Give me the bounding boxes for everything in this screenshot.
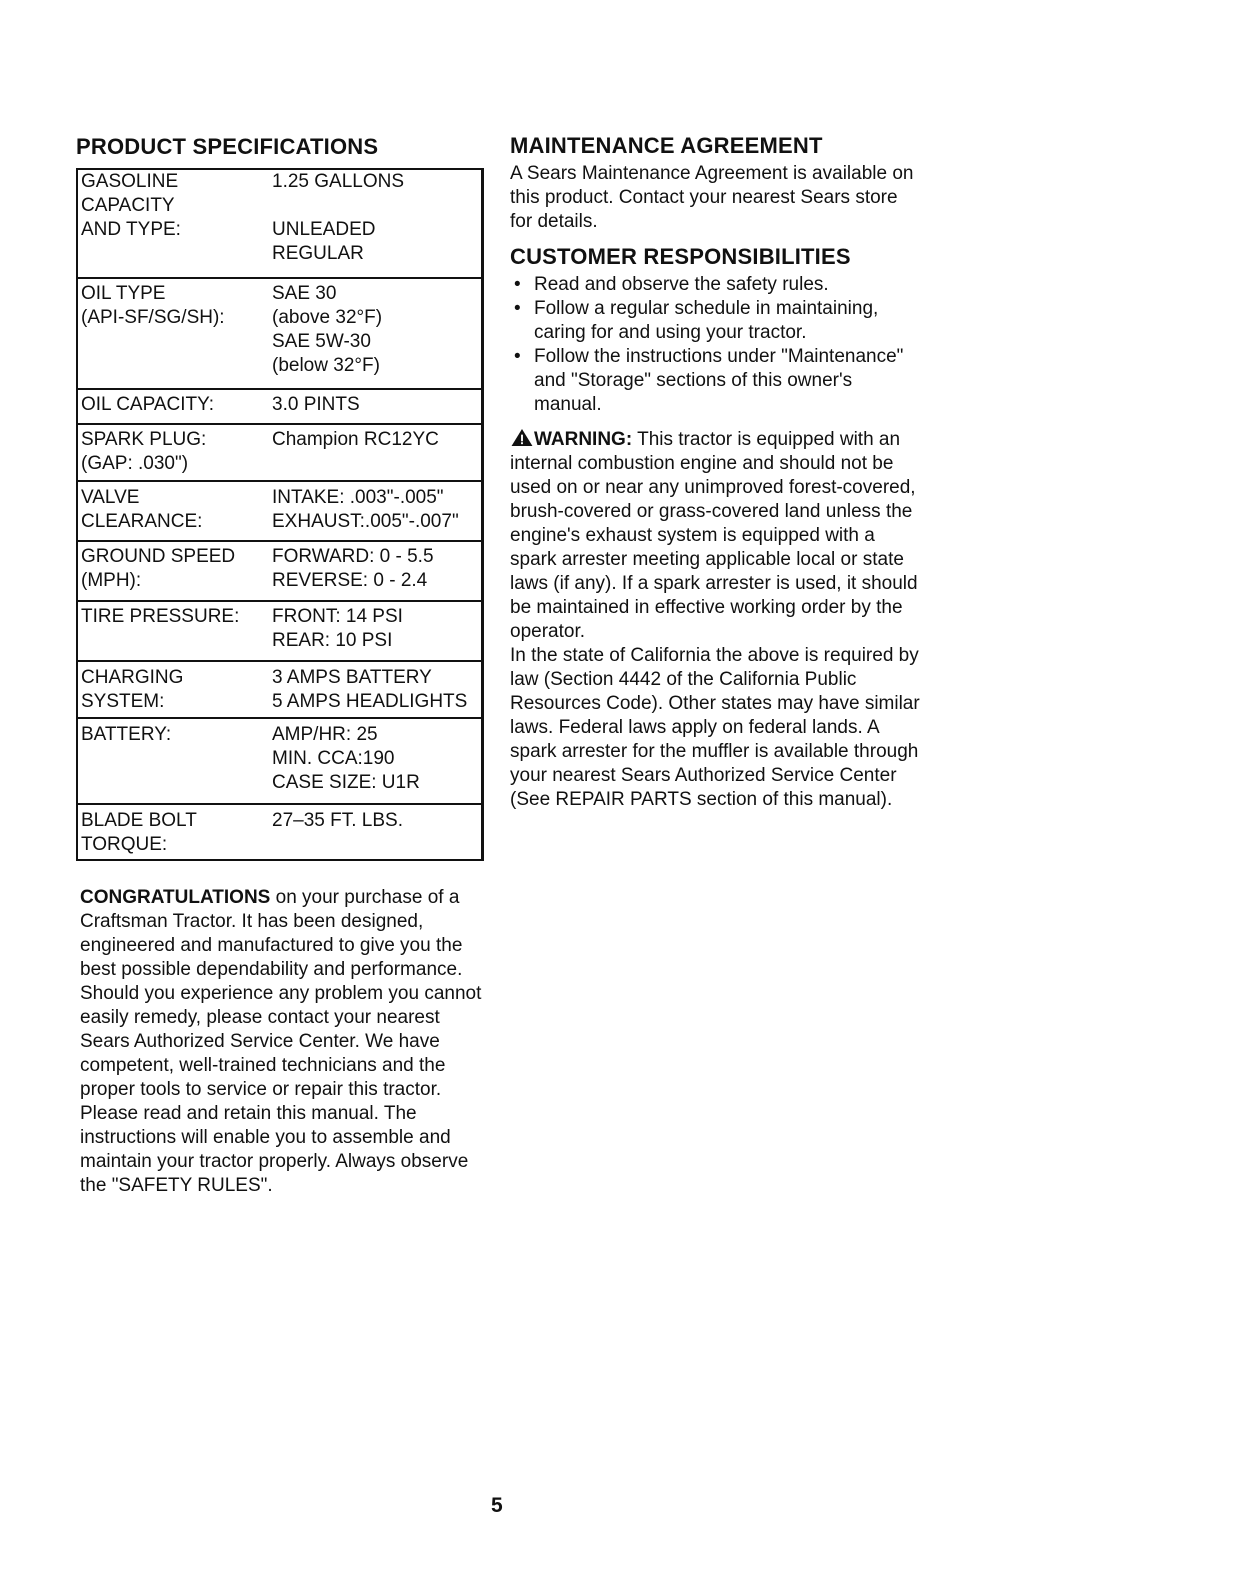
spec-value: FRONT: 14 PSI REAR: 10 PSI [272,606,403,651]
spec-label: SPARK PLUG: (GAP: .030") [81,429,207,474]
list-item-text: Read and observe the safety rules. [534,274,829,295]
spec-label: GASOLINE CAPACITY AND TYPE: [81,171,181,240]
warning-text: This tractor is equipped with an internal combustion engine and should not be used on or near any unimproved forest-covered, brush-covered or grass-covered land unless the engine's exhaust system is equipped with a spark arrester meeting applicable local or state laws (if any). If a spark arrester is used, it should be maintained in effective working order by the operator. [510,429,918,642]
list-item-text: Follow the instructions under "Maintenance" and "Storage" sections of this owner's manual. [534,346,904,415]
warning-label: WARNING: [534,429,633,450]
congratulations-paragraph [80,886,490,982]
spec-value: AMP/HR: 25 MIN. CCA:190 CASE SIZE: U1R [272,724,420,793]
spec-row-spark-plug [78,423,481,482]
warning-triangle-icon [510,428,534,447]
page-number: 5 [491,1494,503,1517]
spec-label: OIL CAPACITY: [81,394,215,415]
spec-value: 1.25 GALLONS UNLEADED REGULAR [272,171,405,264]
bullet-icon: • [514,298,521,319]
spec-row-battery [78,717,481,805]
retain-manual-paragraph: Please read and retain this manual. The instructions will enable you to assemble and maintain your tractor properly. Always observe the "SAFETY RULES". [80,1103,469,1196]
congratulations-section [80,886,490,1198]
spec-row-gasoline [78,170,481,277]
warning-paragraph [510,428,920,644]
spec-row-ground-speed [78,540,481,602]
spec-row-tire-pressure [78,600,481,662]
bullet-icon: • [514,346,521,367]
spec-value: SAE 30 (above 32°F) SAE 5W-30 (below 32°F) [272,283,383,376]
spec-row-charging-system [78,660,481,719]
product-specifications-heading: PRODUCT SPECIFICATIONS [76,134,379,159]
spec-label: VALVE CLEARANCE: [81,487,203,532]
spec-label: BATTERY: [81,724,172,745]
spec-label: OIL TYPE (API-SF/SG/SH): [81,283,225,328]
spec-row-oil-type [78,277,481,390]
congratulations-text: on your purchase of a Craftsman Tractor. It has been designed, engineered and manufactured to give you the best possible dependability and performance. [80,887,463,980]
spec-value: 3.0 PINTS [272,394,360,415]
spec-value: 27–35 FT. LBS. [272,810,403,831]
california-paragraph: In the state of California the above is required by law (Section 4442 of the California Public Resources Code). Other states may have similar laws. Federal laws apply on federal lands. A spark arrester for the muffler is available through your nearest Sears Authorized Service Center (See REPAIR PARTS section of this manual). [510,645,920,810]
spec-label: TIRE PRESSURE: [81,606,240,627]
spec-label: CHARGING SYSTEM: [81,667,184,712]
spec-value: 3 AMPS BATTERY 5 AMPS HEADLIGHTS [272,667,468,712]
list-item [510,297,920,345]
service-paragraph: Should you experience any problem you cannot easily remedy, please contact your nearest Sears Authorized Service Center. We have competent, well-trained technicians and the proper tools to service or repair this tractor. [80,983,482,1100]
spec-label: GROUND SPEED (MPH): [81,546,236,591]
spec-row-oil-capacity [78,388,481,425]
spec-value: INTAKE: .003"-.005" EXHAUST:.005"-.007" [272,487,459,532]
responsibilities-list [510,273,920,417]
list-item [510,273,920,297]
spec-label: BLADE BOLT TORQUE: [81,810,197,855]
maintenance-agreement-body: A Sears Maintenance Agreement is available on this product. Contact your nearest Sears store for details. [510,163,914,232]
spec-value: FORWARD: 0 - 5.5 REVERSE: 0 - 2.4 [272,546,434,591]
customer-responsibilities-heading: CUSTOMER RESPONSIBILITIES [510,244,851,269]
maintenance-agreement-heading: MAINTENANCE AGREEMENT [510,133,823,158]
list-item [510,345,920,417]
congratulations-lead: CONGRATULATIONS [80,887,271,908]
spec-row-blade-bolt-torque [78,803,481,861]
bullet-icon: • [514,274,521,295]
spec-value: Champion RC12YC [272,429,439,450]
spec-row-valve-clearance [78,480,481,542]
warning-section [510,428,920,812]
specifications-table [76,168,484,861]
list-item-text: Follow a regular schedule in maintaining, caring for and using your tractor. [534,298,879,343]
